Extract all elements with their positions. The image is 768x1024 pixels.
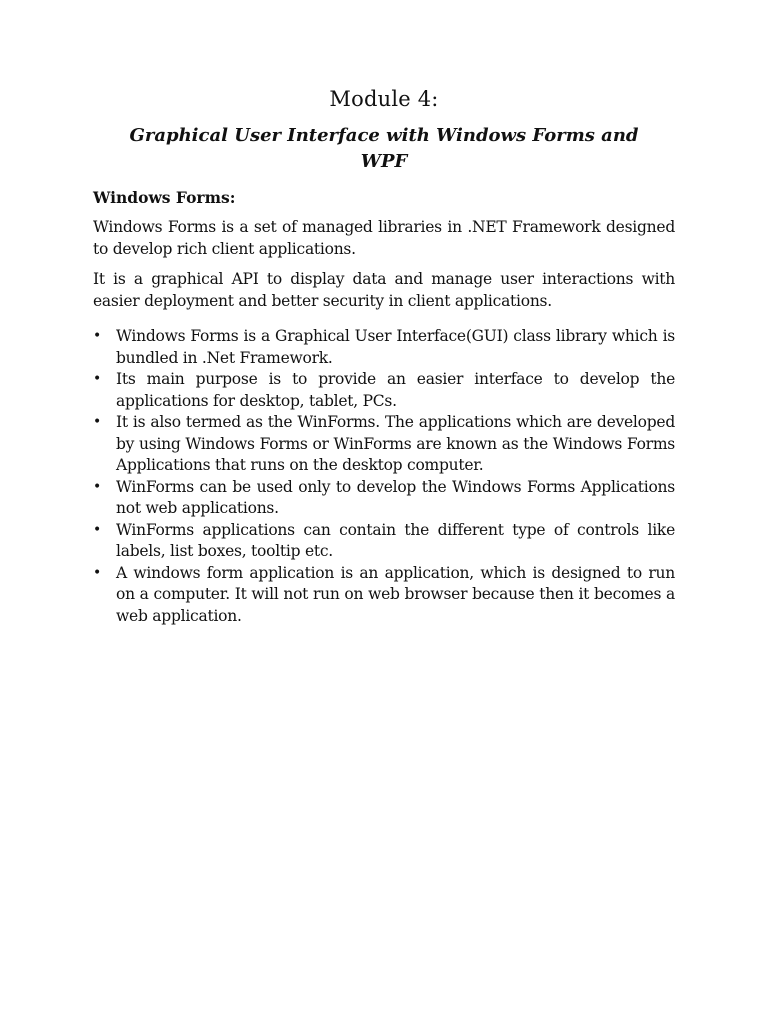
bullet-text: It is also termed as the WinForms. The applications which are developed by using Windows Forms or WinForms are known as the Windows Forms Applications that runs on the desktop computer. <box>116 413 675 474</box>
document-subtitle: Graphical User Interface with Windows Forms and WPF <box>129 125 639 172</box>
bullet-text: A windows form application is an application, which is designed to run on a computer. It will not run on web browser because then it becomes a web application. <box>116 563 675 625</box>
bullet-item <box>93 520 675 563</box>
bullet-icon: • <box>93 328 102 344</box>
bullet-icon: • <box>93 414 102 430</box>
bullet-item <box>93 326 675 369</box>
bullet-item <box>93 563 675 628</box>
paragraph: Windows Forms is a set of managed libraries in .NET Framework designed to develop rich client applications. <box>93 218 675 258</box>
bullet-icon: • <box>93 478 102 495</box>
bullet-text: WinForms applications can contain the different type of controls like labels, list boxes, tooltip etc. <box>116 520 675 560</box>
bullet-item <box>93 369 675 412</box>
paragraph: It is a graphical API to display data and manage user interactions with easier deployment and better security in client applications. <box>93 270 675 310</box>
bullet-text: Windows Forms is a Graphical User Interface(GUI) class library which is bundled in .Net Framework. <box>116 327 675 367</box>
bullet-text: WinForms can be used only to develop the Windows Forms Applications not web applications. <box>116 477 675 517</box>
bullet-icon: • <box>93 564 102 581</box>
module-title: Module 4: <box>329 87 439 111</box>
bullet-item <box>93 477 675 520</box>
document-page <box>93 84 675 627</box>
bullet-item <box>93 412 675 477</box>
section-heading: Windows Forms: <box>93 188 236 207</box>
bullet-list <box>93 326 675 627</box>
bullet-text: Its main purpose is to provide an easier interface to develop the applications for desktop, tablet, PCs. <box>116 370 675 410</box>
bullet-icon: • <box>93 521 102 538</box>
bullet-icon: • <box>93 371 102 387</box>
